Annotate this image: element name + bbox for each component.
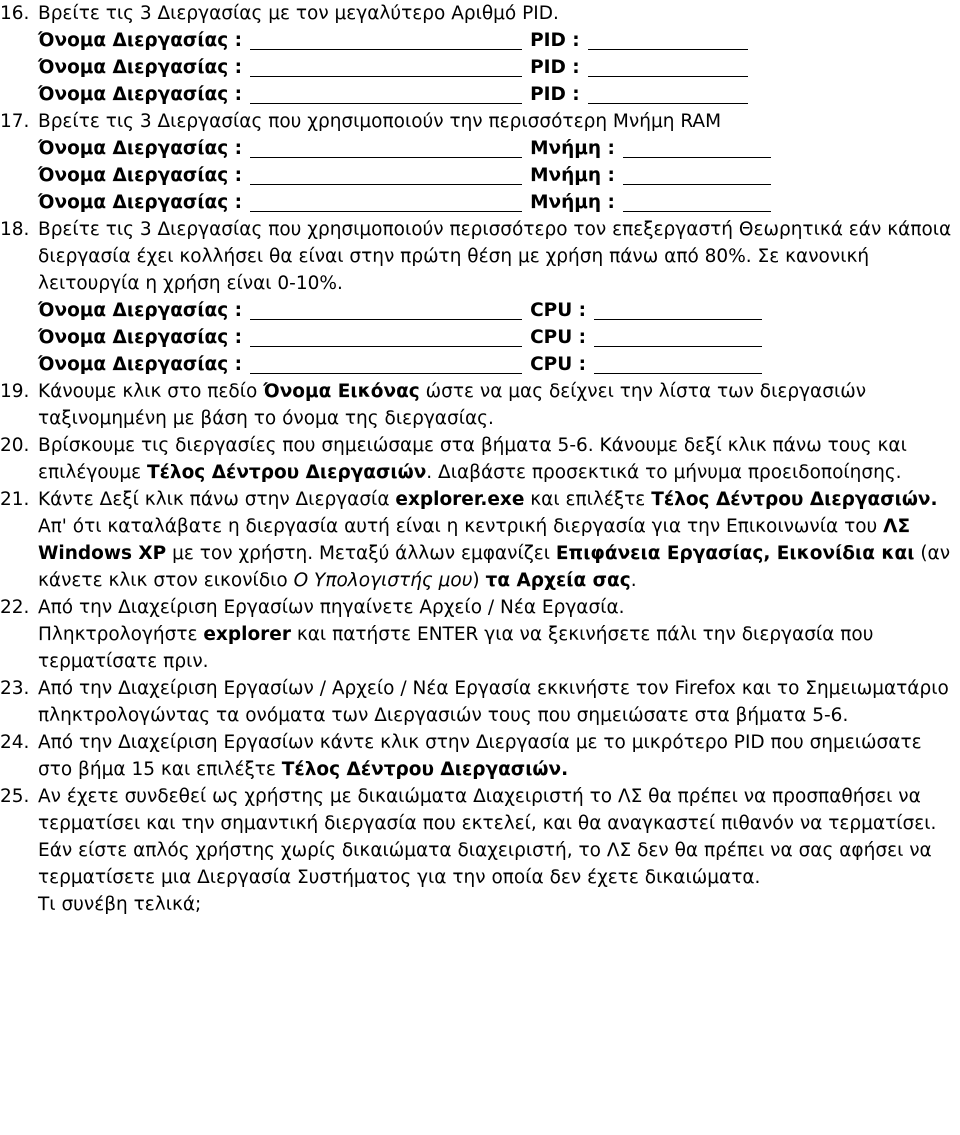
step-22 [0, 594, 960, 675]
fill-line [38, 81, 960, 108]
memory-blank[interactable] [623, 166, 771, 185]
step-number: 17. [0, 111, 30, 132]
fill-line [38, 297, 960, 324]
step-23 [0, 675, 960, 729]
pid-blank[interactable] [588, 58, 748, 77]
fill-line [38, 27, 960, 54]
step-number: 19. [0, 381, 30, 402]
pid-label: PID : [530, 57, 580, 78]
step-text: Βρείτε τις 3 Διεργασίας με τον μεγαλύτερο Αριθμό PID. [38, 3, 559, 24]
fill-line [38, 162, 960, 189]
step-17 [0, 108, 960, 216]
explorer-exe-term: explorer.exe [395, 489, 525, 510]
step-18 [0, 216, 960, 378]
step-text: Βρείτε τις 3 Διεργασίας που χρησιμοποιούν περισσότερο τον επεξεργαστή Θεωρητικά εάν κάποια διεργασία έχει κολλήσει θα είναι στην πρώτη θέση με χρήση πάνω από 80%. Σε κανονική λειτουργία η χρήση είναι 0-10%. [38, 219, 952, 294]
process-name-blank[interactable] [250, 85, 522, 104]
pid-label: PID : [530, 84, 580, 105]
fill-line [38, 351, 960, 378]
step-note: Απ' ότι καταλάβατε η διεργασία αυτή είναι η κεντρική διεργασία για την Επικοινωνία του ΛΣ Windows XP με τον χρήστη. Μεταξύ άλλων εμφανίζει Επιφάνεια Εργασίας, Εικονίδια και (αν κάνετε κλικ στον εικονίδιο Ο Υπολογιστής μου) τα Αρχεία σας. [38, 516, 951, 591]
process-name-blank[interactable] [250, 166, 522, 185]
step-text: Από την Διαχείριση Εργασίων κάντε κλικ στην Διεργασία με το μικρότερο PID που σημειώσατε στο βήμα 15 και επιλέξτε Τέλος Δέντρου Διεργασιών. [38, 732, 922, 780]
step-number: 22. [0, 597, 30, 618]
step-21 [0, 486, 960, 594]
cpu-blank[interactable] [594, 355, 762, 374]
end-process-tree-term: Τέλος Δέντρου Διεργασιών [146, 462, 427, 483]
cpu-label: CPU : [530, 327, 587, 348]
your-files-term: τα Αρχεία σας [485, 570, 631, 591]
memory-label: Μνήμη : [530, 138, 615, 159]
process-name-label: Όνομα Διεργασίας : [38, 138, 243, 159]
process-name-blank[interactable] [250, 31, 522, 50]
step-note: Εάν είστε απλός χρήστης χωρίς δικαιώματα διαχειριστή, το ΛΣ δεν θα πρέπει να σας αφήσει να τερματίσετε μια Διεργασία Συστήματος για την οποία δεν έχετε δικαιώματα. [38, 840, 932, 888]
memory-label: Μνήμη : [530, 165, 615, 186]
step-number: 23. [0, 678, 30, 699]
process-name-label: Όνομα Διεργασίας : [38, 192, 243, 213]
step-19 [0, 378, 960, 432]
step-number: 24. [0, 732, 30, 753]
step-number: 21. [0, 489, 30, 510]
end-process-tree-term: Τέλος Δέντρου Διεργασιών. [651, 489, 938, 510]
process-name-label: Όνομα Διεργασίας : [38, 57, 243, 78]
process-name-blank[interactable] [250, 58, 522, 77]
process-name-label: Όνομα Διεργασίας : [38, 165, 243, 186]
step-24 [0, 729, 960, 783]
cpu-blank[interactable] [594, 301, 762, 320]
fill-line [38, 189, 960, 216]
fill-line [38, 54, 960, 81]
step-number: 25. [0, 786, 30, 807]
process-name-label: Όνομα Διεργασίας : [38, 354, 243, 375]
cpu-label: CPU : [530, 300, 587, 321]
cpu-blank[interactable] [594, 328, 762, 347]
pid-blank[interactable] [588, 85, 748, 104]
end-process-tree-term: Τέλος Δέντρου Διεργασιών. [281, 759, 569, 780]
fill-line [38, 324, 960, 351]
explorer-term: explorer [203, 624, 291, 645]
step-25 [0, 783, 960, 918]
step-number: 18. [0, 219, 30, 240]
memory-label: Μνήμη : [530, 192, 615, 213]
step-question: Τι συνέβη τελικά; [38, 894, 202, 915]
fill-line [38, 135, 960, 162]
step-20 [0, 432, 960, 486]
step-text: Αν έχετε συνδεθεί ως χρήστης με δικαιώματα Διαχειριστή το ΛΣ θα πρέπει να προσπαθήσει να τερματίσει και την σημαντική διεργασία που εκτελεί, και θα αναγκαστεί πιθανόν να τερματίσει. [38, 786, 937, 834]
os-name-term: ΛΣ Windows XP [38, 516, 911, 564]
step-text: Κάνουμε κλικ στο πεδίο Όνομα Εικόνας ώστε να μας δείχνει την λίστα των διεργασιών ταξινομημένη με βάση το όνομα της διεργασίας. [38, 381, 867, 429]
step-text: Κάντε Δεξί κλικ πάνω στην Διεργασία explorer.exe και επιλέξτε Τέλος Δέντρου Διεργασιών. [38, 489, 938, 510]
pid-blank[interactable] [588, 31, 748, 50]
my-computer-term: Ο Υπολογιστής μου [293, 570, 473, 591]
step-text: Βρείτε τις 3 Διεργασίας που χρησιμοποιούν την περισσότερη Μνήμη RAM [38, 111, 722, 132]
process-name-label: Όνομα Διεργασίας : [38, 300, 243, 321]
process-name-label: Όνομα Διεργασίας : [38, 84, 243, 105]
process-name-blank[interactable] [250, 139, 522, 158]
step-number: 20. [0, 435, 30, 456]
process-name-blank[interactable] [250, 193, 522, 212]
pid-label: PID : [530, 30, 580, 51]
step-number: 16. [0, 3, 30, 24]
step-16 [0, 0, 960, 108]
memory-blank[interactable] [623, 139, 771, 158]
step-text: Από την Διαχείριση Εργασίων πηγαίνετε Αρχείο / Νέα Εργασία. [38, 597, 625, 618]
image-name-field: Όνομα Εικόνας [263, 381, 420, 402]
process-name-label: Όνομα Διεργασίας : [38, 327, 243, 348]
process-name-label: Όνομα Διεργασίας : [38, 30, 243, 51]
process-name-blank[interactable] [250, 301, 522, 320]
process-name-blank[interactable] [250, 355, 522, 374]
process-name-blank[interactable] [250, 328, 522, 347]
desktop-icons-term: Επιφάνεια Εργασίας, Εικονίδια και [555, 543, 915, 564]
memory-blank[interactable] [623, 193, 771, 212]
cpu-label: CPU : [530, 354, 587, 375]
step-text: Βρίσκουμε τις διεργασίες που σημειώσαμε στα βήματα 5-6. Κάνουμε δεξί κλικ πάνω τους και επιλέγουμε Τέλος Δέντρου Διεργασιών. Διαβάστε προσεκτικά το μήνυμα προειδοποίησης. [38, 435, 907, 483]
step-note: Πληκτρολογήστε explorer και πατήστε ENTER για να ξεκινήσετε πάλι την διεργασία που τερματίσατε πριν. [38, 624, 874, 672]
step-text: Από την Διαχείριση Εργασίων / Αρχείο / Νέα Εργασία εκκινήστε τον Firefox και το Σημειωματάριο πληκτρολογώντας τα ονόματα των Διεργασιών τους που σημειώσατε στα βήματα 5-6. [38, 678, 949, 726]
